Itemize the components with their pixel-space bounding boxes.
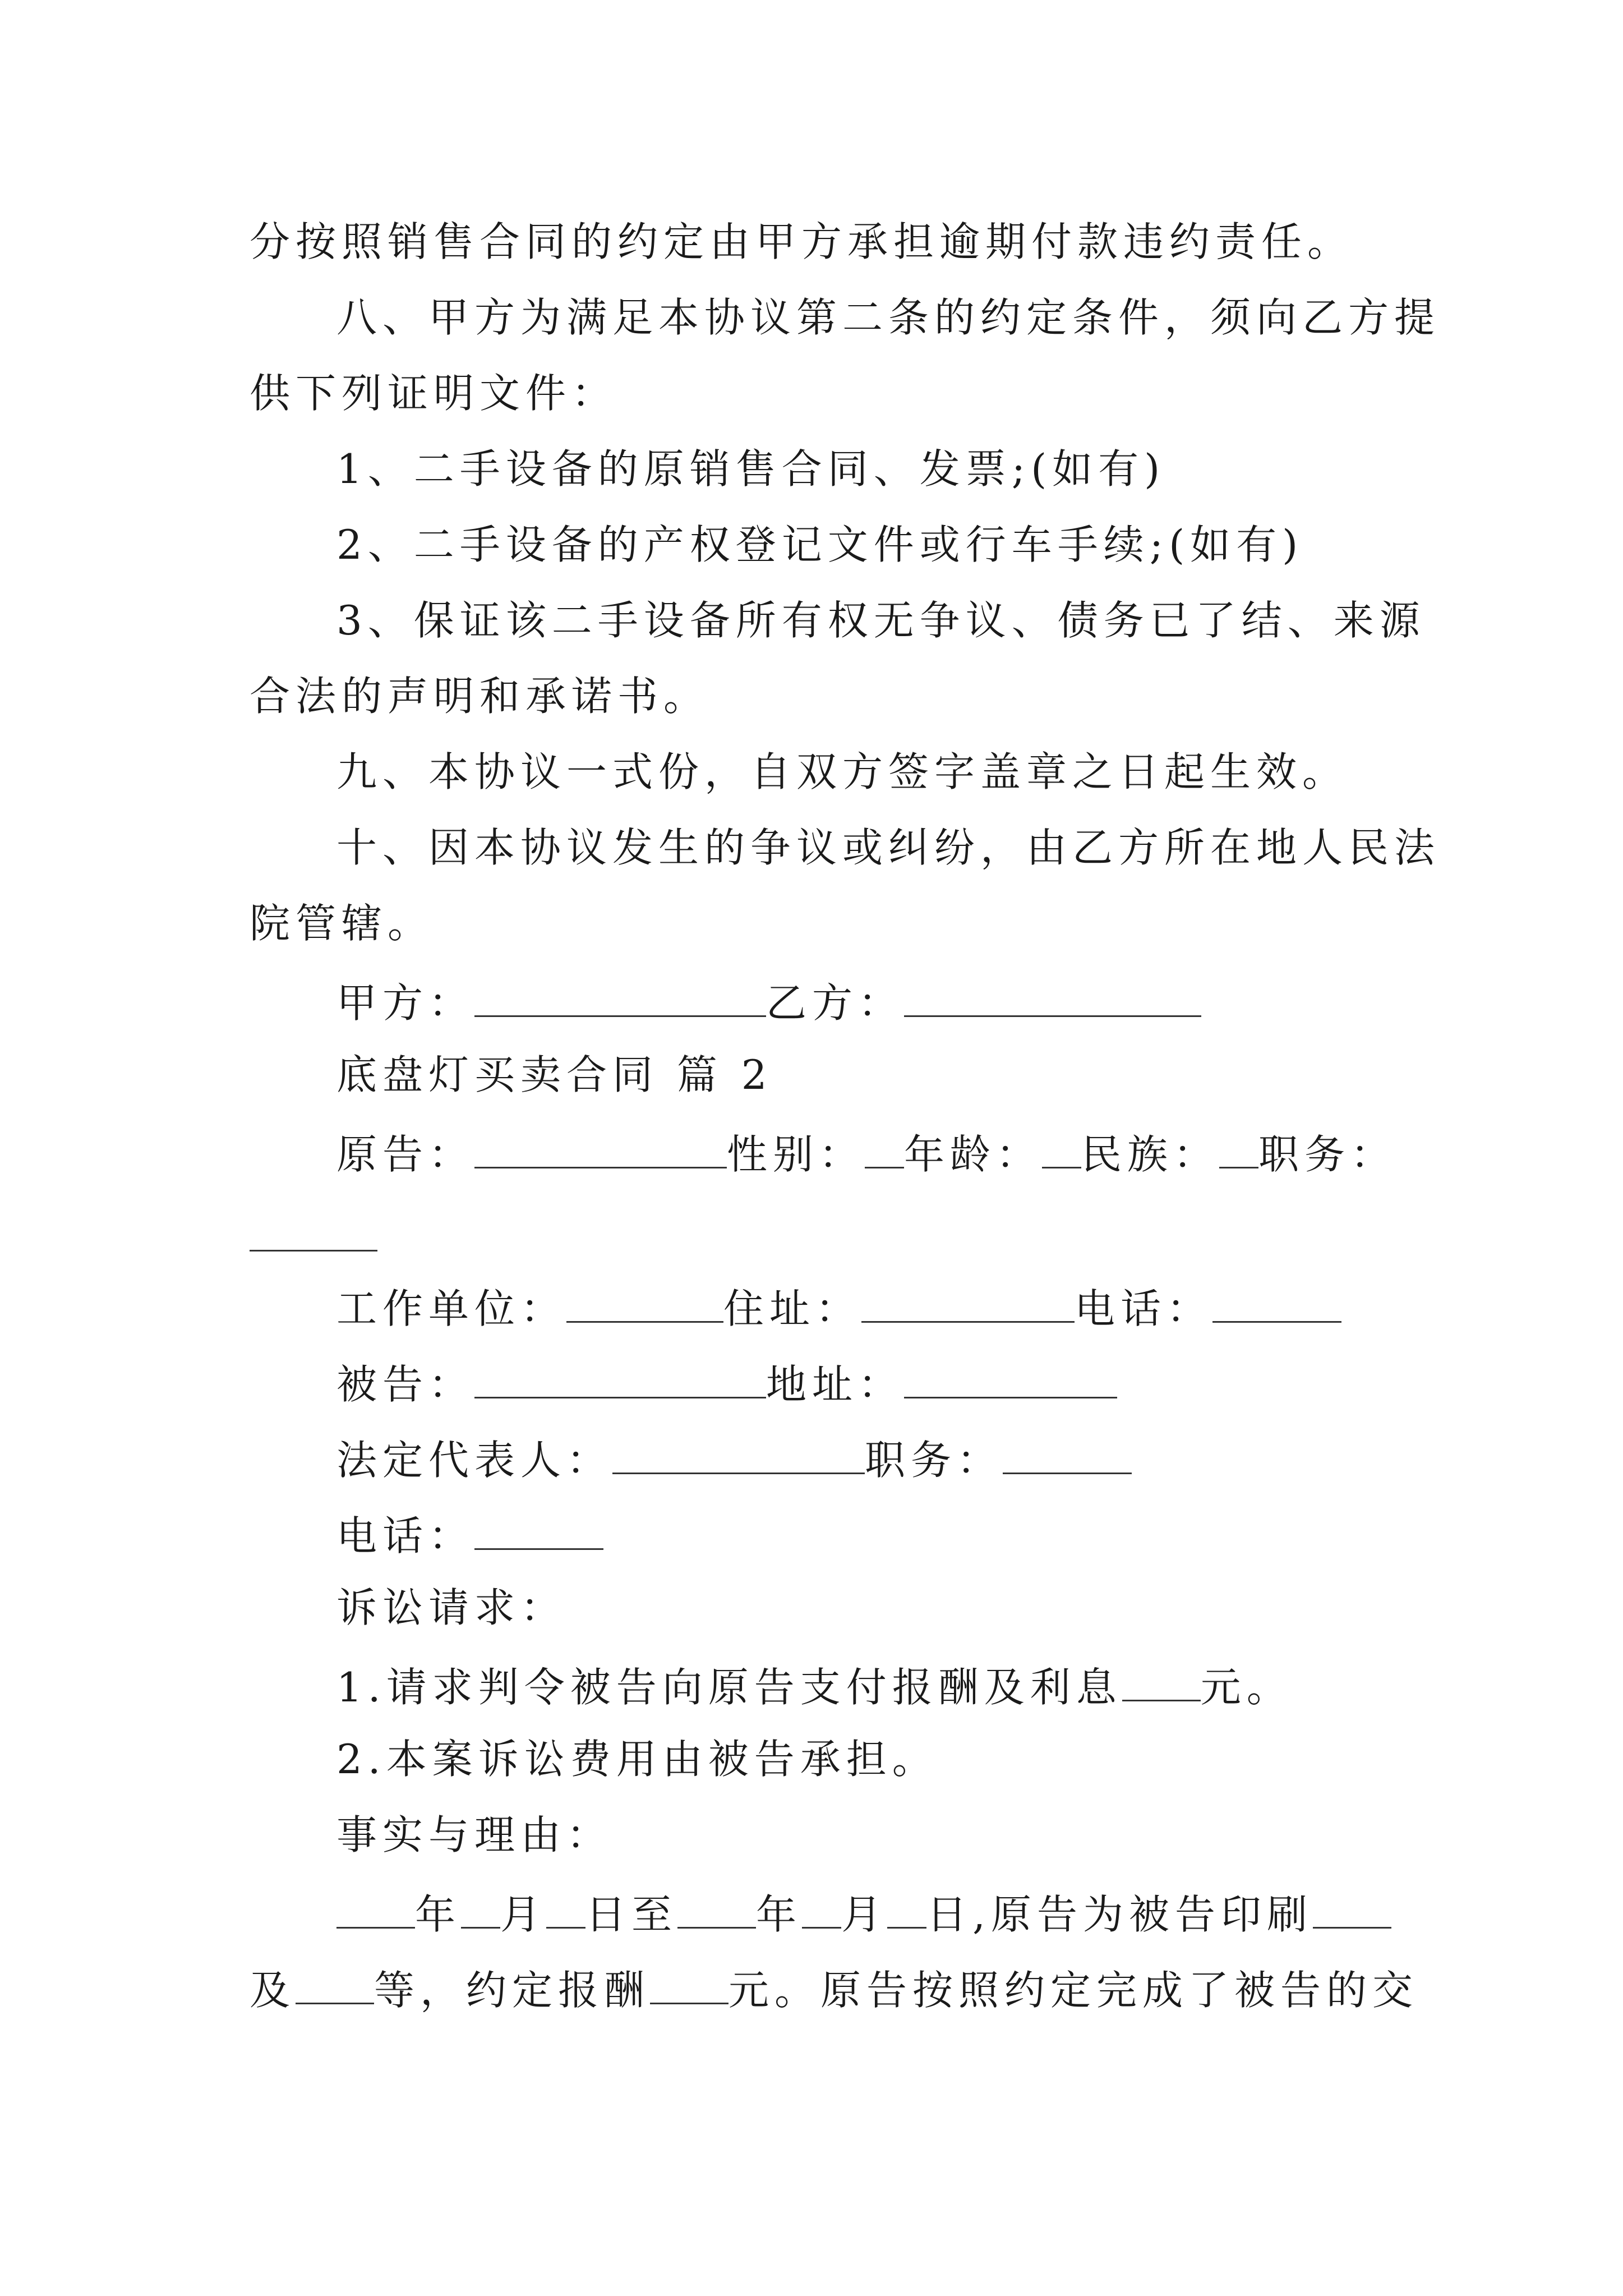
item-2-blank: [296, 1966, 374, 2004]
facts-tail-1: 日,原告为被告印刷: [926, 1890, 1313, 1938]
legal-rep-line: [336, 1436, 1132, 1484]
address-label: 住址：: [723, 1285, 862, 1332]
claim-1: [336, 1663, 1293, 1711]
paragraph-10-cont: 院管辖。: [250, 900, 434, 947]
defendant-name-blank: [474, 1360, 766, 1398]
plaintiff-name-blank: [474, 1130, 727, 1168]
claims-title: 诉讼请求：: [336, 1584, 567, 1631]
employer-label: 工作单位：: [336, 1285, 567, 1332]
facts-line-1: [336, 1890, 1391, 1938]
facts-tail-2: 元。原告按照约定完成了被告的交: [728, 1966, 1419, 2014]
legal-rep-position-label: 职务：: [865, 1436, 1003, 1484]
paragraph-10: 十、因本协议发生的争议或纠纷，由乙方所在地人民法: [336, 824, 1441, 871]
gender-blank: [865, 1130, 904, 1168]
item-1: 1、二手设备的原销售合同、发票;(如有): [336, 445, 1166, 493]
work-line: [336, 1285, 1341, 1332]
defendant-line: [336, 1360, 1117, 1408]
employer-blank: [566, 1285, 723, 1323]
day-1-blank: [546, 1890, 585, 1929]
party-b-label: 乙方：: [766, 979, 905, 1027]
plaintiff-label: 原告：: [336, 1130, 475, 1178]
legal-rep-position-blank: [1003, 1436, 1132, 1474]
signature-line: [336, 979, 1201, 1027]
facts-line-2: [250, 1966, 1419, 2014]
position-blank: [250, 1250, 377, 1251]
position-label: 职务：: [1258, 1130, 1397, 1178]
claim-2: 2.本案诉讼费用由被告承担。: [336, 1736, 938, 1783]
phone-blank: [474, 1512, 603, 1550]
age-label: 年龄：: [904, 1130, 1043, 1178]
address-blank: [861, 1285, 1075, 1323]
year-1-label: 年: [415, 1890, 462, 1938]
item-2: 2、二手设备的产权登记文件或行车手续;(如有): [336, 521, 1304, 568]
gender-label: 性别：: [727, 1130, 865, 1178]
party-b-blank: [904, 979, 1201, 1017]
legal-rep-blank: [612, 1436, 865, 1474]
defendant-label: 被告：: [336, 1360, 475, 1408]
party-a-label: 甲方：: [336, 979, 475, 1027]
month-2-blank: [802, 1890, 841, 1929]
fee-blank: [650, 1966, 728, 2004]
year-2-label: 年: [756, 1890, 803, 1938]
age-blank: [1042, 1130, 1081, 1168]
defendant-address-label: 地址：: [766, 1360, 905, 1408]
work-phone-blank: [1212, 1285, 1341, 1323]
facts-title: 事实与理由：: [336, 1811, 613, 1858]
paragraph-8: 八、甲方为满足本协议第二条的约定条件，须向乙方提: [336, 294, 1441, 341]
year-2-blank: [677, 1890, 756, 1929]
paragraph-8-cont: 供下列证明文件：: [250, 370, 618, 417]
claim-1-unit: 元。: [1200, 1663, 1293, 1711]
fee-label: 等，约定报酬: [374, 1966, 651, 2014]
party-a-blank: [474, 979, 766, 1017]
and-label: 及: [250, 1966, 296, 2014]
ethnicity-blank: [1219, 1130, 1258, 1168]
legal-rep-label: 法定代表人：: [336, 1436, 613, 1484]
phone-line: [336, 1512, 603, 1559]
work-phone-label: 电话：: [1075, 1285, 1213, 1332]
year-1-blank: [336, 1890, 415, 1929]
plaintiff-line: [336, 1130, 1397, 1178]
phone-label: 电话：: [336, 1512, 475, 1559]
claim-1-text: 1.请求判令被告向原告支付报酬及利息: [336, 1663, 1122, 1711]
month-1-label: 月: [500, 1890, 547, 1938]
section-title: 底盘灯买卖合同 篇 2: [336, 1051, 773, 1098]
paragraph-9: 九、本协议一式份，自双方签字盖章之日起生效。: [336, 748, 1349, 795]
defendant-address-blank: [904, 1360, 1117, 1398]
paragraph-1: 分按照销售合同的约定由甲方承担逾期付款违约责任。: [250, 218, 1354, 265]
item-3: 3、保证该二手设备所有权无争议、债务已了结、来源: [336, 597, 1426, 644]
item-3-cont: 合法的声明和承诺书。: [250, 673, 710, 720]
print-item-blank: [1313, 1890, 1391, 1929]
day-2-blank: [887, 1890, 926, 1929]
ethnicity-label: 民族：: [1081, 1130, 1220, 1178]
month-2-label: 月: [841, 1890, 888, 1938]
day-to-label: 日至: [585, 1890, 678, 1938]
month-1-blank: [461, 1890, 500, 1929]
claim-1-amount-blank: [1122, 1663, 1201, 1701]
